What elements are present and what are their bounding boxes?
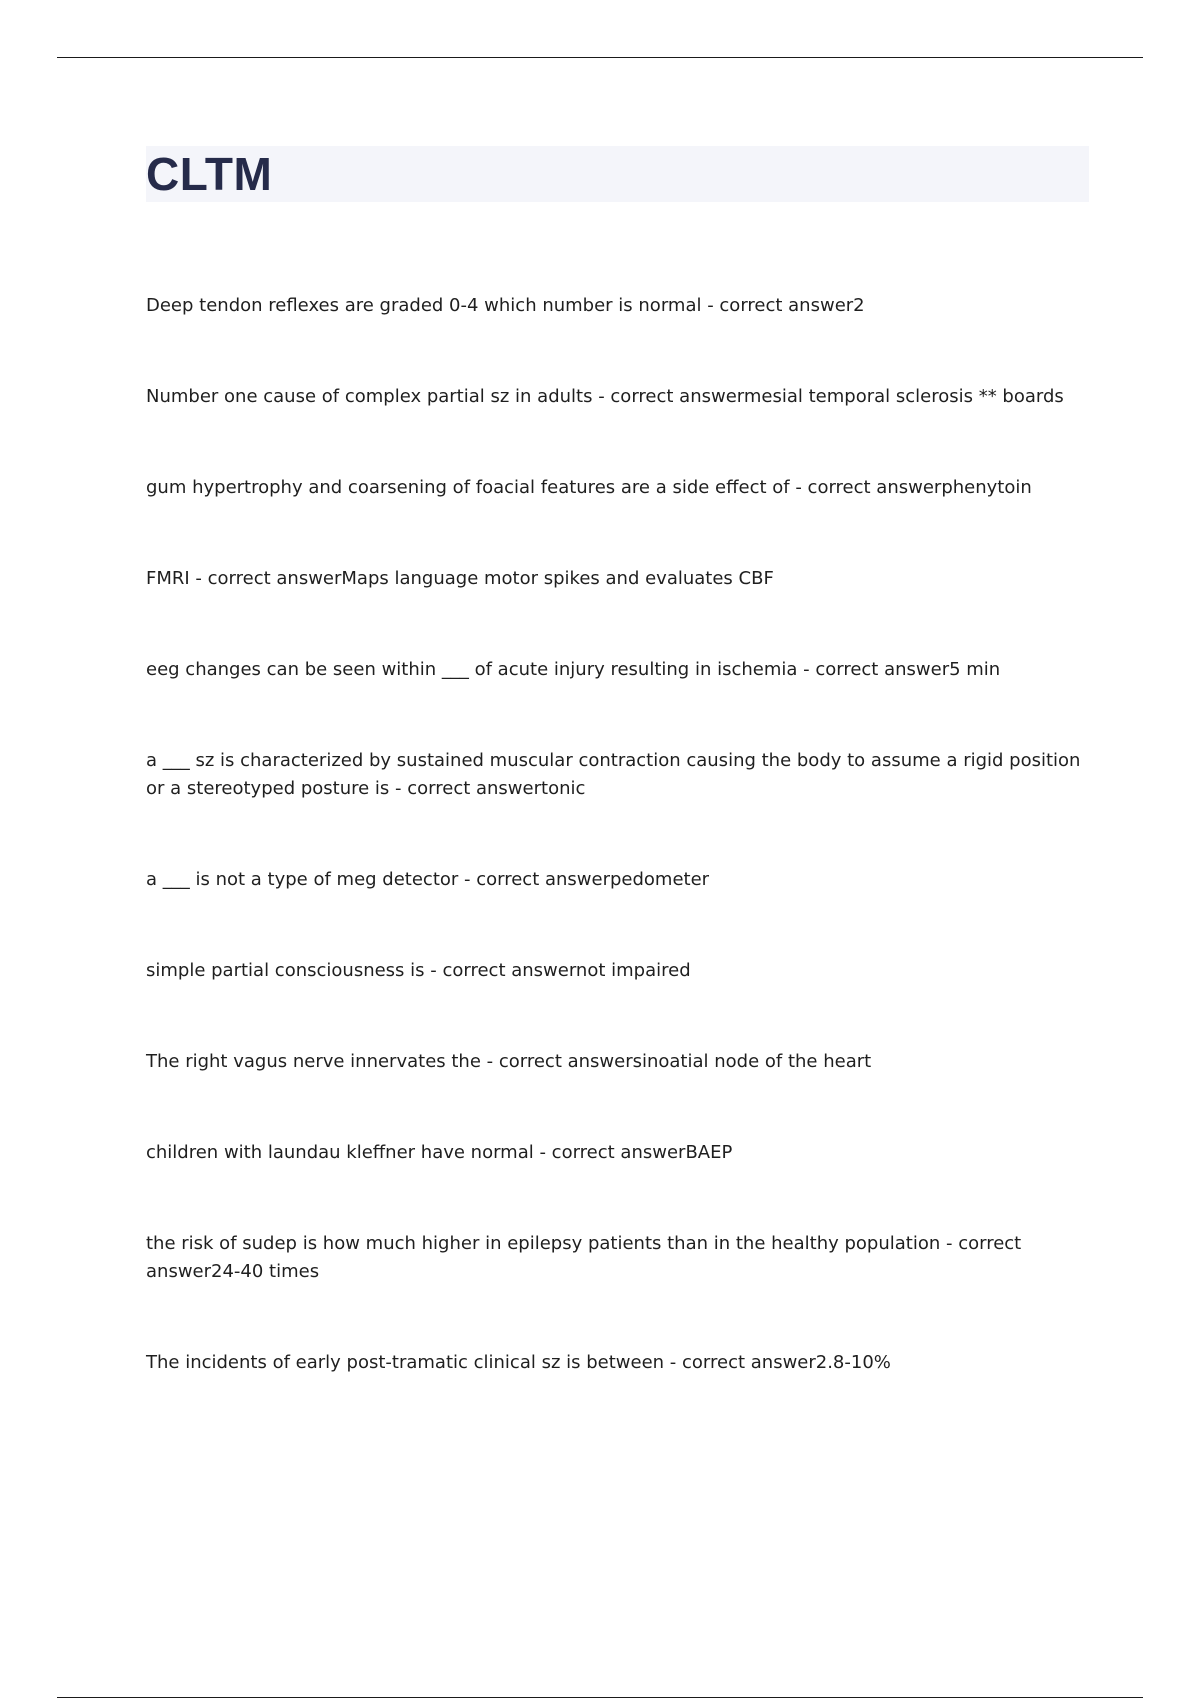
qa-item-5: eeg changes can be seen within ___ of acute injury resulting in ischemia - correct answer5 min [146, 659, 1001, 680]
qa-item-6: a ___ sz is characterized by sustained muscular contraction causing the body to assume a rigid position or a stereotyped posture is - correct answertonic [146, 750, 1081, 799]
qa-item-8: simple partial consciousness is - correct answernot impaired [146, 960, 691, 981]
bottom-divider [57, 1697, 1143, 1698]
qa-item-9: The right vagus nerve innervates the - correct answersinoatial node of the heart [146, 1051, 872, 1072]
qa-item-4: FMRI - correct answerMaps language motor spikes and evaluates CBF [146, 568, 774, 589]
qa-list [146, 292, 1086, 1440]
qa-item-3: gum hypertrophy and coarsening of foacial features are a side effect of - correct answerphenytoin [146, 477, 1032, 498]
qa-item-1: Deep tendon reflexes are graded 0-4 which number is normal - correct answer2 [146, 295, 865, 316]
qa-item-10: children with laundau kleffner have normal - correct answerBAEP [146, 1142, 733, 1163]
qa-item-11: the risk of sudep is how much higher in epilepsy patients than in the healthy population - correct answer24-40 times [146, 1233, 1022, 1282]
qa-item-12: The incidents of early post-tramatic clinical sz is between - correct answer2.8-10% [146, 1352, 891, 1373]
qa-item-2: Number one cause of complex partial sz in adults - correct answermesial temporal sclerosis ** boards [146, 386, 1064, 407]
title-banner [146, 146, 1089, 202]
page-title: CLTM [146, 148, 273, 200]
qa-item-7: a ___ is not a type of meg detector - correct answerpedometer [146, 869, 710, 890]
top-divider [57, 57, 1143, 58]
